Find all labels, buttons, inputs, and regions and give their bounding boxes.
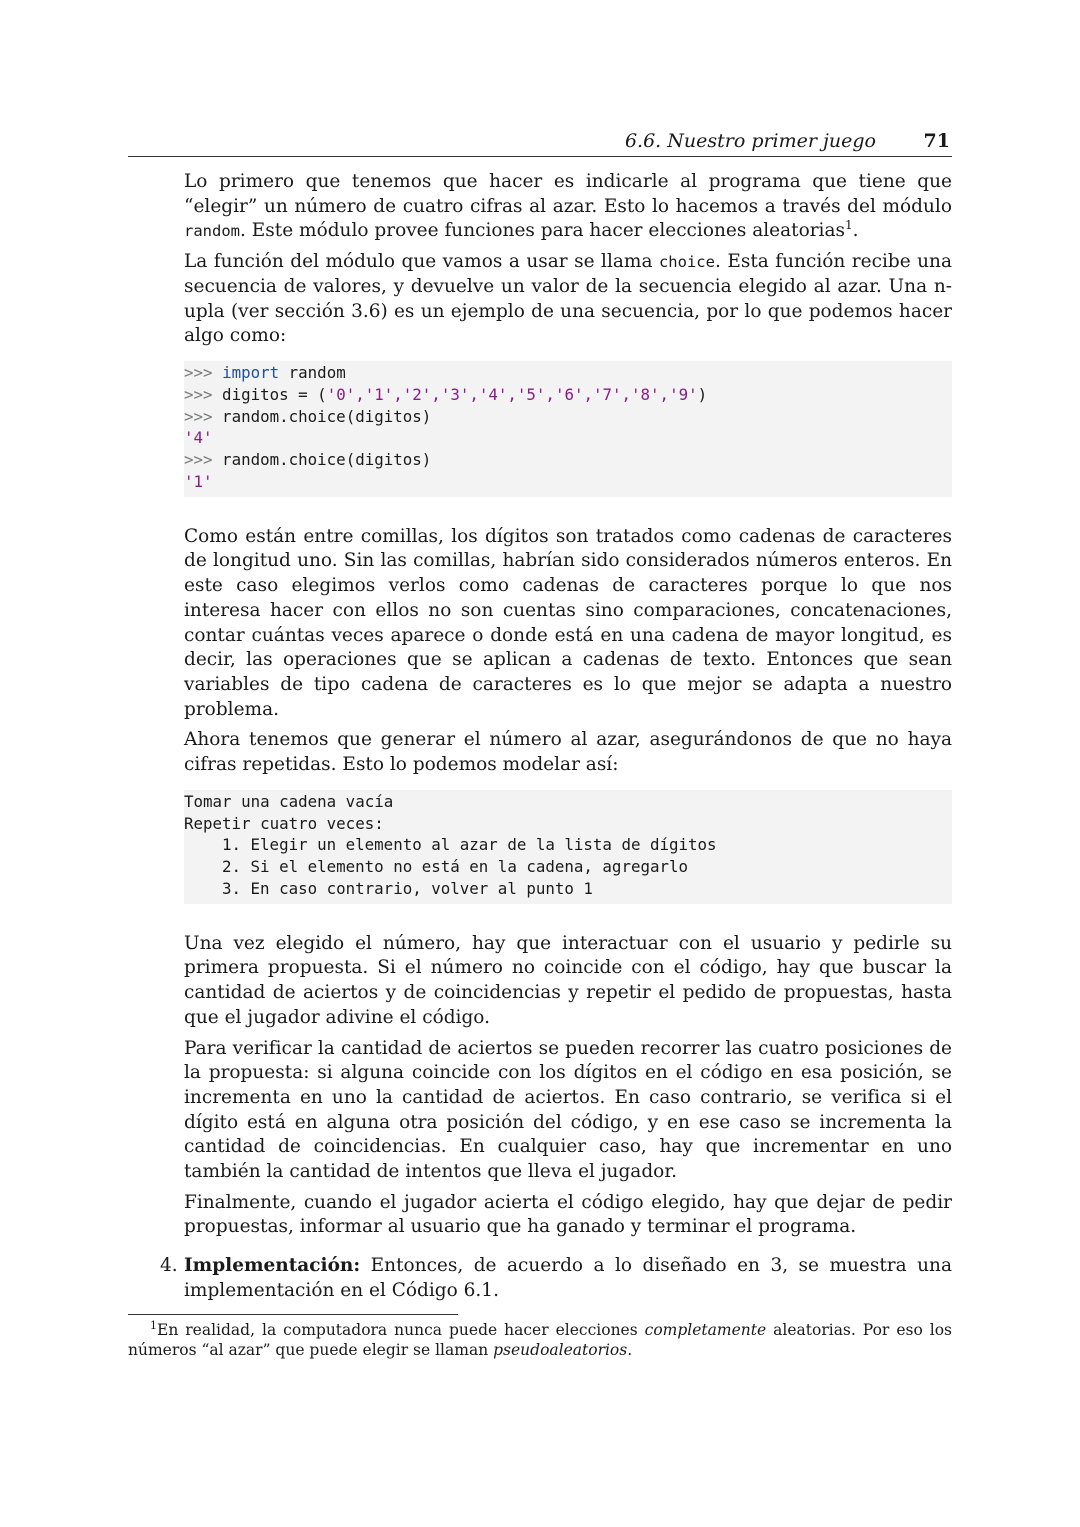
text: La función del módulo que vamos a usar se llama bbox=[184, 251, 659, 273]
paragraph-intro bbox=[184, 170, 952, 244]
text: . Este módulo provee funciones para hacer elecciones aleatorias bbox=[240, 220, 845, 242]
pseudo-step: 2. Si el elemento no está en la cadena, agregarlo bbox=[222, 857, 689, 877]
text: . bbox=[627, 1341, 633, 1359]
text: Entonces, de acuerdo a lo diseñado en 3, se muestra una implementación en el Código 6.1. bbox=[184, 1255, 952, 1301]
item-label: Implementación: bbox=[184, 1255, 361, 1277]
code-output: '4' bbox=[184, 428, 213, 448]
footnote bbox=[128, 1320, 952, 1360]
prompt: >>> bbox=[184, 384, 213, 404]
code-line bbox=[184, 449, 952, 471]
paragraph-strings: Como están entre comillas, los dígitos son tratados como cadenas de caracteres de longitud uno. Sin las comillas, habrían sido considerados números enteros. En este caso elegimos verlos como cadenas de caracteres porque lo que nos interesa hacer con ellos no son cuentas sino comparaciones, concatenaciones, contar cuántas veces aparece o donde está en una cadena de mayor longitud, es decir, las operaciones que se aplican a cadenas de texto. Entonces que sean variables de tipo cadena de caracteres es lo que mejor se adapta a nuestro problema. bbox=[184, 525, 952, 720]
keyword: import bbox=[222, 362, 280, 382]
code-text: digitos = ( bbox=[212, 384, 327, 404]
inline-code-choice: choice bbox=[658, 253, 715, 272]
main-content bbox=[160, 170, 952, 1310]
string-literal: '0','1','2','3','4','5','6','7','8','9' bbox=[326, 384, 698, 404]
prompt: >>> bbox=[184, 406, 213, 426]
text: Lo primero que tenemos que hacer es indicarle al programa que tiene que “elegir” un número de cuatro cifras al azar. Esto lo hacemos a través del módulo bbox=[184, 171, 952, 217]
text: . bbox=[852, 220, 859, 242]
section-title: 6.6. Nuestro primer juego bbox=[624, 130, 876, 152]
pseudo-line: Tomar una cadena vacía bbox=[184, 791, 394, 811]
pseudo-step: 3. En caso contrario, volver al punto 1 bbox=[222, 878, 593, 898]
text: En realidad, la computadora nunca puede hacer elecciones bbox=[157, 1321, 645, 1339]
text: . Esta función recibe una secuencia de valores, y devuelve un valor de la secuencia elegido al azar. Una n-upla (ver sección 3.6) es un ejemplo de una secuencia, por lo que podemos hacer algo como: bbox=[184, 251, 952, 347]
page-number: 71 bbox=[923, 130, 950, 152]
paragraph-interaction: Una vez elegido el número, hay que interactuar con el usuario y pedirle su primera propuesta. Si el número no coincide con el código, hay que buscar la cantidad de aciertos y de coincidencias y repetir el pedido de propuestas, hasta que el jugador adivine el código. bbox=[184, 932, 952, 1028]
text: aleatorias. Por eso los números “al azar” que puede elegir se llaman bbox=[128, 1321, 952, 1359]
code-line bbox=[184, 362, 952, 384]
emphasis: completamente bbox=[644, 1321, 767, 1339]
footnote-rule bbox=[128, 1314, 458, 1315]
code-line bbox=[184, 384, 952, 406]
footnote-ref[interactable]: 1 bbox=[845, 218, 853, 233]
running-header bbox=[128, 128, 952, 157]
pseudo-step: 1. Elegir un elemento al azar de la lista de dígitos bbox=[222, 835, 717, 855]
code-text: ) bbox=[697, 384, 708, 404]
code-example bbox=[184, 361, 952, 497]
pseudo-line: Repetir cuatro veces: bbox=[184, 813, 384, 833]
code-line bbox=[184, 406, 952, 428]
emphasis: pseudoaleatorios bbox=[493, 1341, 628, 1359]
footnote-mark: 1 bbox=[150, 1318, 157, 1332]
code-text: random.choice(digitos) bbox=[212, 406, 432, 426]
paragraph-finish: Finalmente, cuando el jugador acierta el código elegido, hay que dejar de pedir propuestas, informar al usuario que ha ganado y terminar el programa. bbox=[184, 1191, 952, 1238]
implementation-text bbox=[184, 1254, 952, 1303]
paragraph-choice bbox=[184, 250, 952, 349]
inline-code-random: random bbox=[184, 222, 240, 241]
paragraph-generate: Ahora tenemos que generar el número al azar, asegurándonos de que no haya cifras repetidas. Esto lo podemos modelar así: bbox=[184, 729, 952, 776]
prompt: >>> bbox=[184, 450, 213, 470]
pseudocode-block bbox=[184, 790, 952, 904]
code-text: random.choice(digitos) bbox=[212, 450, 432, 470]
paragraph-verify: Para verificar la cantidad de aciertos se pueden recorrer las cuatro posiciones de la propuesta: si alguna coincide con los dígitos en el código en esa posición, se incrementa en uno la cantidad de aciertos. En caso contrario, se verifica si el dígito está en alguna otra posición del código, y en ese caso se incrementa la cantidad de coincidencias. En cualquier caso, hay que incrementar en uno también la cantidad de intentos que lleva el jugador. bbox=[184, 1037, 952, 1183]
code-text: random bbox=[279, 362, 346, 382]
prompt: >>> bbox=[184, 362, 213, 382]
list-item-implementation bbox=[160, 1254, 952, 1303]
list-number: 4. bbox=[160, 1255, 178, 1277]
code-output: '1' bbox=[184, 471, 213, 491]
